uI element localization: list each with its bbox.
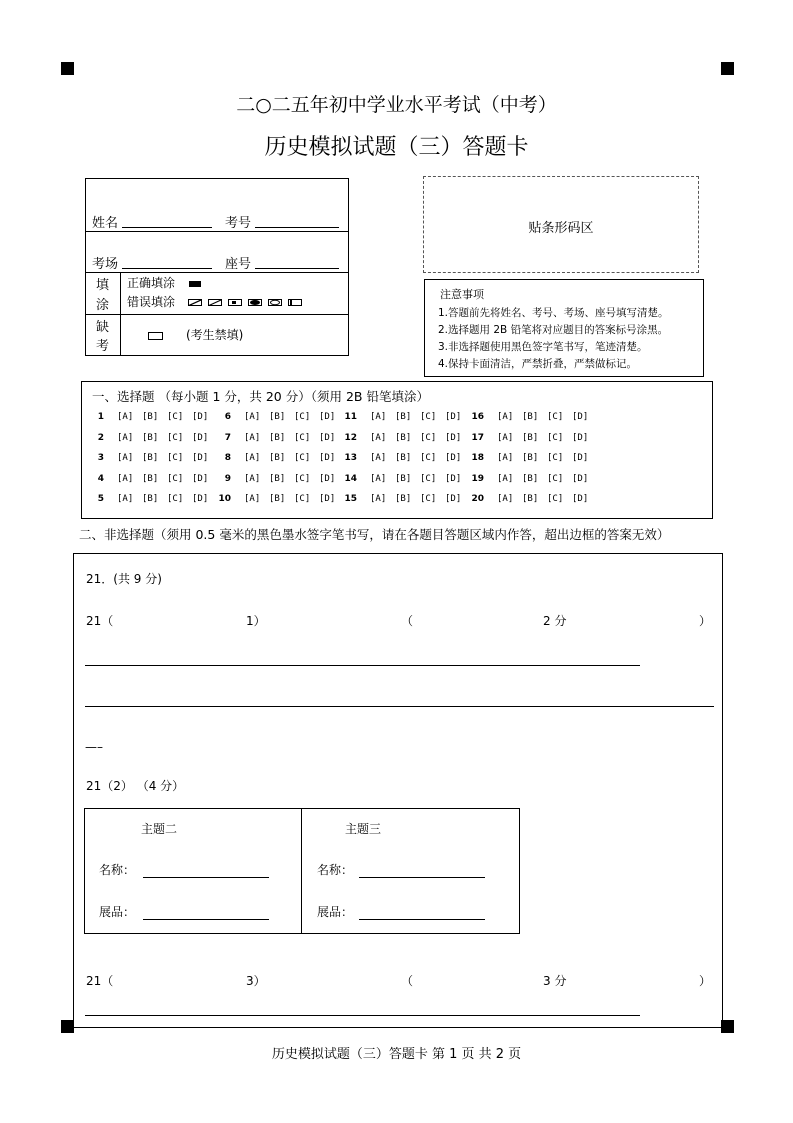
answer-line-2[interactable] [85, 706, 714, 707]
wrong-fill-marks [188, 299, 316, 307]
question-number-18: 18 [471, 453, 484, 463]
bubble-q6-a[interactable]: [A] [244, 412, 261, 422]
student-info-box [85, 178, 349, 356]
absent-note: (考生禁填) [186, 328, 244, 342]
question-number-10: 10 [218, 494, 231, 504]
bubble-q17-b[interactable]: [B] [522, 433, 539, 443]
bubble-q20-d[interactable]: [D] [572, 494, 589, 504]
question-number-19: 19 [471, 474, 484, 484]
q21-1-score-open: （ [401, 614, 414, 628]
bubble-q11-a[interactable]: [A] [370, 412, 387, 422]
notice-item-4: 4.保持卡面清洁，严禁折叠，严禁做标记。 [438, 358, 638, 370]
seat-field[interactable] [255, 268, 339, 269]
answer-area [73, 553, 723, 1033]
bubble-q9-d[interactable]: [D] [319, 474, 336, 484]
question-number-6: 6 [224, 412, 231, 422]
question-number-14: 14 [344, 474, 357, 484]
bubble-q8-d[interactable]: [D] [319, 453, 336, 463]
question-number-4: 4 [97, 474, 104, 484]
bubble-q20-b[interactable]: [B] [522, 494, 539, 504]
bubble-q19-d[interactable]: [D] [572, 474, 589, 484]
bubble-q10-b[interactable]: [B] [269, 494, 286, 504]
room-label: 考场 [92, 257, 119, 272]
bubble-q3-b[interactable]: [B] [142, 453, 159, 463]
bubble-q3-a[interactable]: [A] [117, 453, 134, 463]
q21-1-score-close: ） [699, 614, 712, 628]
name-row [86, 179, 348, 232]
theme-3-name-field[interactable] [359, 877, 485, 878]
q21-1-score: 2 分 [543, 614, 567, 628]
bubble-q19-c[interactable]: [C] [547, 474, 564, 484]
notice-item-3: 3.非选择题使用黑色签字笔书写，笔迹清楚。 [438, 341, 648, 353]
bubble-q8-a[interactable]: [A] [244, 453, 261, 463]
q21-1-number: 1） [246, 614, 266, 628]
bubble-q16-a[interactable]: [A] [497, 412, 514, 422]
question-number-2: 2 [97, 433, 104, 443]
bubble-q2-c[interactable]: [C] [167, 433, 184, 443]
multiple-choice-heading: 一、选择题 （每小题 1 分，共 20 分）（须用 2B 铅笔填涂） [92, 389, 429, 404]
q21-3-open: 21（ [86, 974, 114, 988]
bubble-q1-a[interactable]: [A] [117, 412, 134, 422]
question-number-15: 15 [344, 494, 357, 504]
theme-2-exhibit-field[interactable] [143, 919, 269, 920]
bubble-q8-c[interactable]: [C] [294, 453, 311, 463]
fill-label-1: 填 [96, 278, 110, 293]
question-number-16: 16 [471, 412, 484, 422]
bubble-q20-a[interactable]: [A] [497, 494, 514, 504]
bubble-q14-a[interactable]: [A] [370, 474, 387, 484]
bubble-q17-c[interactable]: [C] [547, 433, 564, 443]
bubble-q18-a[interactable]: [A] [497, 453, 514, 463]
absent-row [86, 314, 348, 357]
bubble-q20-c[interactable]: [C] [547, 494, 564, 504]
q21-3-score-close: ） [699, 974, 712, 988]
answer-line-1[interactable] [85, 665, 640, 666]
absent-label-1: 缺 [96, 320, 110, 335]
bubble-q1-b[interactable]: [B] [142, 412, 159, 422]
bubble-q5-d[interactable]: [D] [192, 494, 209, 504]
bubble-q7-a[interactable]: [A] [244, 433, 261, 443]
exam-title: 二○二五年初中学业水平考试（中考） [236, 94, 557, 116]
theme-3-exhibit-field[interactable] [359, 919, 485, 920]
bubble-q12-d[interactable]: [D] [445, 433, 462, 443]
theme-2-cell [85, 809, 302, 933]
name-field[interactable] [122, 227, 212, 228]
bubble-q7-c[interactable]: [C] [294, 433, 311, 443]
theme-3-exhibit-label: 展品： [317, 905, 354, 919]
bubble-q14-c[interactable]: [C] [420, 474, 437, 484]
bubble-q19-b[interactable]: [B] [522, 474, 539, 484]
question-number-3: 3 [97, 453, 104, 463]
bubble-q4-d[interactable]: [D] [192, 474, 209, 484]
answer-card-title: 历史模拟试题（三）答题卡 [264, 135, 529, 160]
bubble-q5-c[interactable]: [C] [167, 494, 184, 504]
notice-box [424, 279, 704, 377]
question-number-7: 7 [224, 433, 231, 443]
bubble-q15-c[interactable]: [C] [420, 494, 437, 504]
bubble-q2-a[interactable]: [A] [117, 433, 134, 443]
question-number-13: 13 [344, 453, 357, 463]
bubble-q19-a[interactable]: [A] [497, 474, 514, 484]
seat-label: 座号 [225, 257, 252, 272]
theme-2-exhibit-label: 展品： [99, 905, 136, 919]
multiple-choice-section [81, 381, 713, 519]
bubble-q1-d[interactable]: [D] [192, 412, 209, 422]
question-number-1: 1 [97, 412, 104, 422]
bubble-q4-b[interactable]: [B] [142, 474, 159, 484]
theme-table [84, 808, 520, 934]
notice-item-1: 1.答题前先将姓名、考号、考场、座号填写清楚。 [438, 307, 669, 319]
registration-mark-top-right [721, 62, 734, 75]
theme-3-title: 主题三 [345, 822, 382, 836]
exam-number-label: 考号 [225, 216, 252, 231]
bubble-q6-d[interactable]: [D] [319, 412, 336, 422]
absent-label-2: 考 [96, 339, 110, 354]
bubble-q6-b[interactable]: [B] [269, 412, 286, 422]
q21-2-title: 21（2） （4 分） [86, 779, 185, 793]
theme-2-title: 主题二 [141, 822, 178, 836]
notice-title: 注意事项 [440, 288, 484, 301]
bubble-q14-d[interactable]: [D] [445, 474, 462, 484]
page-footer: 历史模拟试题（三）答题卡 第 1 页 共 2 页 [271, 1047, 522, 1062]
barcode-area [423, 176, 699, 273]
question-number-17: 17 [471, 433, 484, 443]
answer-line-tail: —– [85, 740, 103, 754]
bubble-q16-c[interactable]: [C] [547, 412, 564, 422]
bubble-q12-a[interactable]: [A] [370, 433, 387, 443]
bubble-q11-b[interactable]: [B] [395, 412, 412, 422]
bubble-q2-b[interactable]: [B] [142, 433, 159, 443]
bubble-q15-d[interactable]: [D] [445, 494, 462, 504]
barcode-label: 贴条形码区 [528, 221, 594, 236]
bubble-q13-c[interactable]: [C] [420, 453, 437, 463]
q21-title: 21．(共 9 分) [86, 572, 162, 586]
absent-checkbox[interactable] [148, 332, 163, 340]
bubble-q1-c[interactable]: [C] [167, 412, 184, 422]
name-label: 姓名 [92, 216, 119, 231]
bubble-q11-c[interactable]: [C] [420, 412, 437, 422]
bubble-q18-b[interactable]: [B] [522, 453, 539, 463]
bubble-q3-d[interactable]: [D] [192, 453, 209, 463]
theme-divider [301, 809, 302, 933]
question-number-11: 11 [344, 412, 357, 422]
bubble-q17-d[interactable]: [D] [572, 433, 589, 443]
bubble-q9-b[interactable]: [B] [269, 474, 286, 484]
question-number-12: 12 [344, 433, 357, 443]
notice-item-2: 2.选择题用 2B 铅笔将对应题目的答案标号涂黑。 [438, 324, 669, 336]
bubble-q2-d[interactable]: [D] [192, 433, 209, 443]
bubble-q16-b[interactable]: [B] [522, 412, 539, 422]
question-number-20: 20 [471, 494, 484, 504]
answer-area-bottom-border [73, 1027, 723, 1028]
bubble-q18-d[interactable]: [D] [572, 453, 589, 463]
bubble-q18-c[interactable]: [C] [547, 453, 564, 463]
theme-2-name-field[interactable] [143, 877, 269, 878]
question-number-9: 9 [224, 474, 231, 484]
q21-1-open: 21（ [86, 614, 114, 628]
bubble-q10-c[interactable]: [C] [294, 494, 311, 504]
q21-3-number: 3） [246, 974, 266, 988]
theme-3-name-label: 名称： [317, 863, 354, 877]
exam-number-field[interactable] [255, 227, 339, 228]
bubble-q8-b[interactable]: [B] [269, 453, 286, 463]
theme-3-cell [303, 809, 520, 933]
bubble-q3-c[interactable]: [C] [167, 453, 184, 463]
bubble-q9-c[interactable]: [C] [294, 474, 311, 484]
question-number-5: 5 [97, 494, 104, 504]
bubble-q10-a[interactable]: [A] [244, 494, 261, 504]
bubble-q10-d[interactable]: [D] [319, 494, 336, 504]
bubble-q7-d[interactable]: [D] [319, 433, 336, 443]
theme-2-name-label: 名称： [99, 863, 136, 877]
fill-example-row [86, 272, 348, 315]
bubble-q17-a[interactable]: [A] [497, 433, 514, 443]
bubble-q5-a[interactable]: [A] [117, 494, 134, 504]
correct-fill-mark [189, 281, 201, 287]
room-row [86, 231, 348, 273]
bubble-q6-c[interactable]: [C] [294, 412, 311, 422]
bubble-q5-b[interactable]: [B] [142, 494, 159, 504]
non-choice-heading: 二、非选择题（须用 0.5 毫米的黑色墨水签字笔书写，请在各题目答题区域内作答，超出边框的答案无效） [79, 527, 670, 542]
bubble-q14-b[interactable]: [B] [395, 474, 412, 484]
bubble-q15-a[interactable]: [A] [370, 494, 387, 504]
bubble-q13-a[interactable]: [A] [370, 453, 387, 463]
answer-line-3[interactable] [85, 1015, 640, 1016]
bubble-q7-b[interactable]: [B] [269, 433, 286, 443]
q21-3-score: 3 分 [543, 974, 567, 988]
fill-label-2: 涂 [96, 298, 110, 313]
bubble-q15-b[interactable]: [B] [395, 494, 412, 504]
bubble-q16-d[interactable]: [D] [572, 412, 589, 422]
bubble-q12-b[interactable]: [B] [395, 433, 412, 443]
correct-fill-label: 正确填涂 [127, 276, 176, 290]
bubble-q13-d[interactable]: [D] [445, 453, 462, 463]
registration-mark-top-left [61, 62, 74, 75]
bubble-q12-c[interactable]: [C] [420, 433, 437, 443]
room-field[interactable] [122, 268, 212, 269]
bubble-q13-b[interactable]: [B] [395, 453, 412, 463]
bubble-q4-a[interactable]: [A] [117, 474, 134, 484]
q21-3-score-open: （ [401, 974, 414, 988]
wrong-fill-label: 错误填涂 [127, 295, 176, 309]
bubble-q11-d[interactable]: [D] [445, 412, 462, 422]
bubble-q9-a[interactable]: [A] [244, 474, 261, 484]
bubble-q4-c[interactable]: [C] [167, 474, 184, 484]
question-number-8: 8 [224, 453, 231, 463]
